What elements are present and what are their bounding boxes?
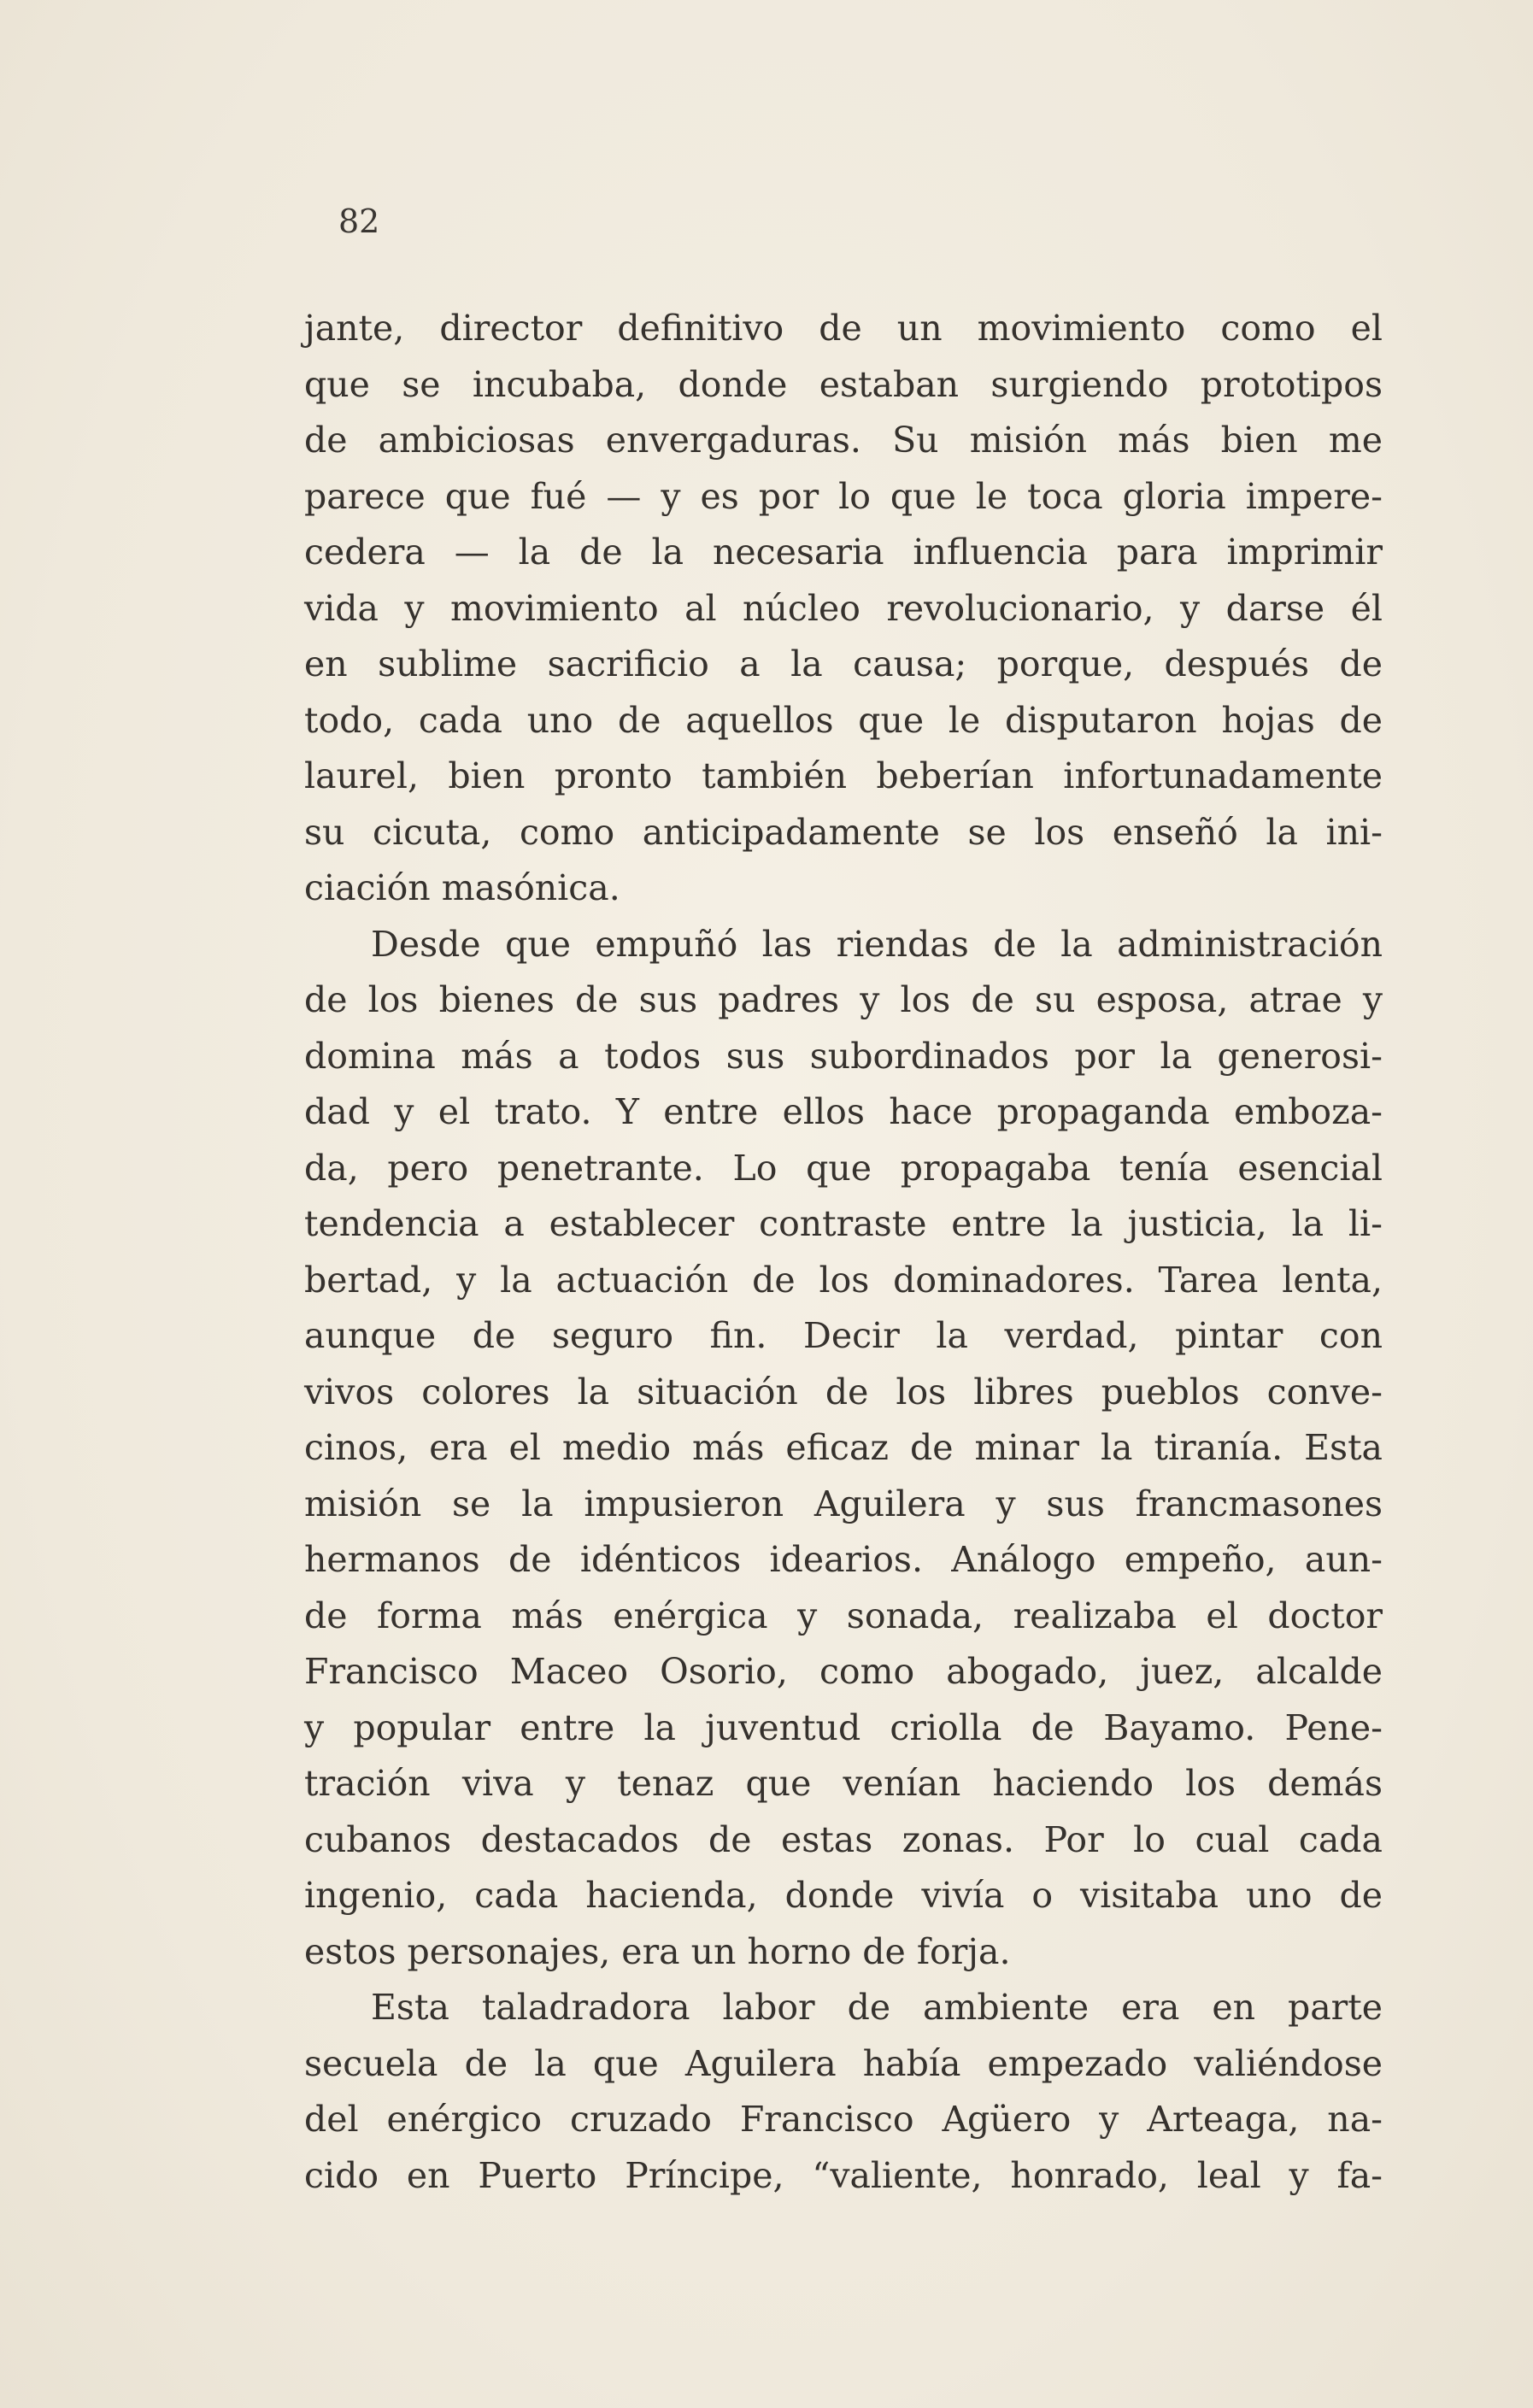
text-line: laurel, bien pronto también beberían infortunadamente bbox=[304, 755, 1383, 796]
text-line: en sublime sacrificio a la causa; porque, después de bbox=[304, 643, 1383, 684]
page-number: 82 bbox=[338, 203, 380, 240]
text-line: dad y el trato. Y entre ellos hace propaganda emboza- bbox=[304, 1091, 1383, 1132]
text-line: tendencia a establecer contraste entre la justicia, la li- bbox=[304, 1203, 1383, 1244]
text-line: ingenio, cada hacienda, donde vivía o visitaba uno de bbox=[304, 1875, 1383, 1916]
text-line: del enérgico cruzado Francisco Agüero y Arteaga, na- bbox=[304, 2099, 1383, 2140]
text-line: que se incubaba, donde estaban surgiendo prototipos bbox=[304, 363, 1383, 405]
text-line: domina más a todos sus subordinados por la generosi- bbox=[304, 1035, 1383, 1077]
text-line: tración viva y tenaz que venían haciendo los demás bbox=[304, 1763, 1383, 1804]
text-line: de los bienes de sus padres y los de su esposa, atrae y bbox=[304, 979, 1383, 1020]
text-line: Desde que empuñó las riendas de la administración bbox=[371, 923, 1383, 965]
text-line: cinos, era el medio más eficaz de minar la tiranía. Esta bbox=[304, 1427, 1383, 1468]
text-line: estos personajes, era un horno de forja. bbox=[304, 1930, 1011, 1972]
text-line: secuela de la que Aguilera había empezado valiéndose bbox=[304, 2042, 1383, 2084]
text-line: cubanos destacados de estas zonas. Por lo cual cada bbox=[304, 1818, 1383, 1860]
text-line: todo, cada uno de aquellos que le disputaron hojas de bbox=[304, 699, 1383, 741]
text-line: cido en Puerto Príncipe, “valiente, honrado, leal y fa- bbox=[304, 2154, 1383, 2196]
text-line: y popular entre la juventud criolla de Bayamo. Pene- bbox=[304, 1706, 1383, 1748]
text-line: vivos colores la situación de los libres pueblos conve- bbox=[304, 1371, 1383, 1412]
text-line: cedera — la de la necesaria influencia para imprimir bbox=[304, 532, 1383, 573]
text-line: de forma más enérgica y sonada, realizaba el doctor bbox=[304, 1595, 1383, 1636]
text-line: parece que fué — y es por lo que le toca gloria impere- bbox=[304, 475, 1383, 517]
text-line: Esta taladradora labor de ambiente era en parte bbox=[371, 1987, 1383, 2028]
text-line: hermanos de idénticos idearios. Análogo empeño, aun- bbox=[304, 1539, 1383, 1580]
text-line: de ambiciosas envergaduras. Su misión más bien me bbox=[304, 420, 1383, 461]
text-line: da, pero penetrante. Lo que propagaba tenía esencial bbox=[304, 1147, 1383, 1189]
text-line: bertad, y la actuación de los dominadores. Tarea lenta, bbox=[304, 1259, 1383, 1301]
text-line: vida y movimiento al núcleo revolucionario, y darse él bbox=[304, 587, 1383, 629]
body-text bbox=[304, 301, 1383, 2204]
text-line: aunque de seguro fin. Decir la verdad, pintar con bbox=[304, 1315, 1383, 1356]
text-line: su cicuta, como anticipadamente se los enseñó la ini- bbox=[304, 811, 1383, 853]
text-line: jante, director definitivo de un movimiento como el bbox=[304, 308, 1383, 349]
text-line: Francisco Maceo Osorio, como abogado, juez, alcalde bbox=[304, 1651, 1383, 1692]
text-line: misión se la impusieron Aguilera y sus francmasones bbox=[304, 1483, 1383, 1524]
text-line: ciación masónica. bbox=[304, 867, 620, 908]
